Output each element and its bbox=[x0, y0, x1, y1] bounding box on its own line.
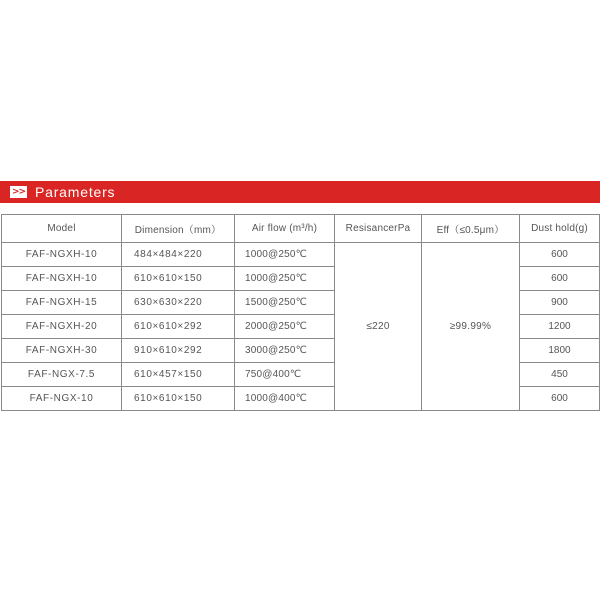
section-title: Parameters bbox=[35, 184, 116, 200]
cell-model: FAF-NGXH-15 bbox=[2, 291, 122, 315]
cell-model: FAF-NGXH-20 bbox=[2, 315, 122, 339]
cell-dust-hold: 1800 bbox=[520, 339, 600, 363]
cell-model: FAF-NGX-7.5 bbox=[2, 363, 122, 387]
cell-dimension: 610×610×150 bbox=[122, 387, 235, 411]
parameters-table bbox=[1, 214, 600, 411]
cell-dust-hold: 450 bbox=[520, 363, 600, 387]
cell-airflow: 750@400℃ bbox=[235, 363, 335, 387]
cell-model: FAF-NGXH-10 bbox=[2, 267, 122, 291]
header-model: Model bbox=[2, 215, 122, 243]
cell-airflow: 1000@250℃ bbox=[235, 243, 335, 267]
cell-dimension: 610×457×150 bbox=[122, 363, 235, 387]
table-row bbox=[2, 243, 600, 267]
cell-dimension: 484×484×220 bbox=[122, 243, 235, 267]
header-airflow: Air flow (m³/h) bbox=[235, 215, 335, 243]
cell-airflow: 2000@250℃ bbox=[235, 315, 335, 339]
header-resistance: ResisancerPa bbox=[335, 215, 422, 243]
cell-dimension: 610×610×292 bbox=[122, 315, 235, 339]
double-chevron-right-icon: >> bbox=[11, 187, 26, 197]
cell-airflow: 3000@250℃ bbox=[235, 339, 335, 363]
table-header-row bbox=[2, 215, 600, 243]
cell-dimension: 910×610×292 bbox=[122, 339, 235, 363]
cell-efficiency: ≥99.99% bbox=[422, 243, 520, 411]
cell-airflow: 1000@400℃ bbox=[235, 387, 335, 411]
header-efficiency: Eff（≤0.5μm） bbox=[422, 215, 520, 243]
cell-dimension: 630×630×220 bbox=[122, 291, 235, 315]
section-header bbox=[0, 181, 600, 203]
cell-model: FAF-NGX-10 bbox=[2, 387, 122, 411]
header-dust-hold: Dust hold(g) bbox=[520, 215, 600, 243]
cell-airflow: 1500@250℃ bbox=[235, 291, 335, 315]
cell-dust-hold: 900 bbox=[520, 291, 600, 315]
cell-dust-hold: 1200 bbox=[520, 315, 600, 339]
cell-dust-hold: 600 bbox=[520, 267, 600, 291]
header-dimension: Dimension（mm） bbox=[122, 215, 235, 243]
cell-resistance: ≤220 bbox=[335, 243, 422, 411]
cell-dust-hold: 600 bbox=[520, 387, 600, 411]
cell-dust-hold: 600 bbox=[520, 243, 600, 267]
cell-model: FAF-NGXH-30 bbox=[2, 339, 122, 363]
cell-model: FAF-NGXH-10 bbox=[2, 243, 122, 267]
cell-dimension: 610×610×150 bbox=[122, 267, 235, 291]
cell-airflow: 1000@250℃ bbox=[235, 267, 335, 291]
